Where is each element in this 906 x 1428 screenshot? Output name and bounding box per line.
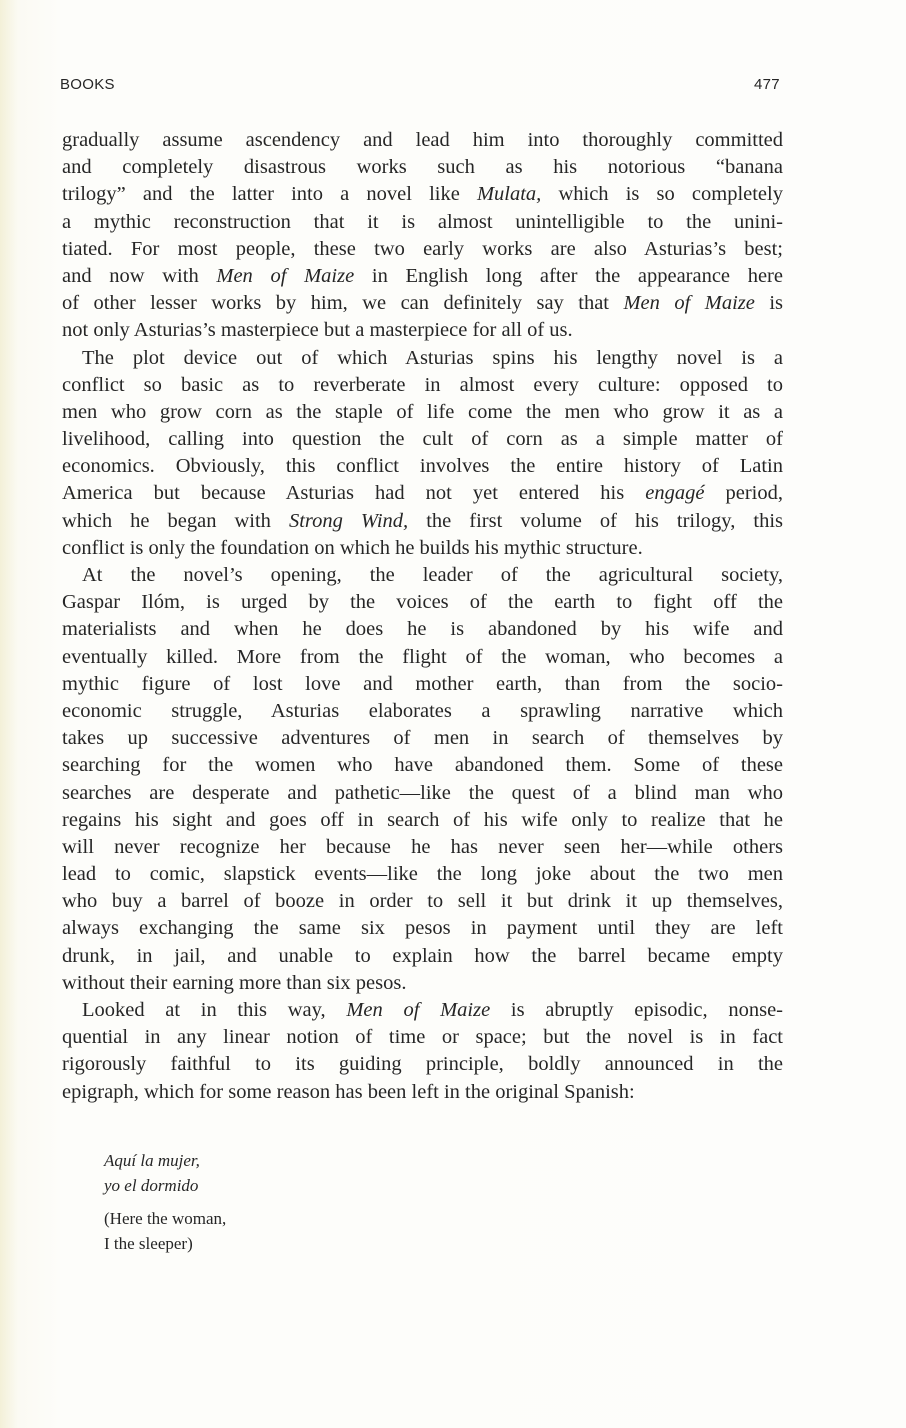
paragraph xyxy=(62,345,783,563)
text-line xyxy=(62,127,783,154)
text-run: America but because Asturias had not yet entered his xyxy=(62,482,646,505)
text-run: epigraph, which for some reason has been left in the original Spanish: xyxy=(62,1080,635,1103)
epigraph-line: yo el dormido xyxy=(104,1175,199,1195)
paragraph xyxy=(62,562,783,997)
text-line xyxy=(62,399,783,426)
text-run: Gaspar Ilóm, is urged by the voices of the earth to fight off the xyxy=(62,591,783,614)
body-text xyxy=(62,127,783,1106)
text-run: regains his sight and goes off in search of his wife only to realize that he xyxy=(62,808,783,831)
text-run: men who grow corn as the staple of life come the men who grow it as a xyxy=(62,400,783,423)
text-run: rigorously faithful to its guiding principle, boldly announced in the xyxy=(62,1053,783,1076)
page-number: 477 xyxy=(754,76,780,93)
text-line xyxy=(62,508,783,535)
text-line xyxy=(62,997,783,1024)
paragraph xyxy=(62,127,783,345)
epigraph-spanish xyxy=(104,1149,226,1198)
text-run: period, xyxy=(704,482,784,505)
text-line xyxy=(62,290,783,317)
text-run: gradually assume ascendency and lead him into thoroughly committed xyxy=(62,129,783,151)
italic-title: Mulata, xyxy=(476,183,542,206)
paragraph xyxy=(62,997,783,1106)
text-line xyxy=(62,671,783,698)
text-line xyxy=(62,372,783,399)
running-header-section: BOOKS xyxy=(60,76,115,93)
text-run: searches are desperate and pathetic—like the quest of a blind man who xyxy=(62,781,783,804)
italic-title: Men of Maize xyxy=(346,999,491,1021)
text-run: is xyxy=(754,292,783,315)
text-line xyxy=(62,1024,783,1051)
text-line xyxy=(62,616,783,643)
text-run: drunk, in jail, and unable to explain how the barrel became empty xyxy=(62,944,783,967)
text-line xyxy=(62,888,783,915)
text-line xyxy=(62,943,783,970)
text-run: and now with xyxy=(62,264,217,287)
text-line xyxy=(62,915,783,942)
text-line xyxy=(62,209,783,236)
text-run: At the novel’s opening, the leader of the agricultural society, xyxy=(82,564,783,586)
text-run: mythic figure of lost love and mother earth, than from the socio- xyxy=(62,672,783,695)
text-line xyxy=(62,480,783,507)
text-line xyxy=(62,535,783,562)
translation-line: (Here the woman, xyxy=(104,1209,227,1228)
text-run: materialists and when he does he is abandoned by his wife and xyxy=(62,618,783,641)
epigraph-translation xyxy=(104,1207,226,1256)
text-line xyxy=(62,834,783,861)
text-run: of other lesser works by him, we can definitely say that xyxy=(62,292,624,315)
text-run: which he began with xyxy=(62,509,289,532)
text-line xyxy=(62,1051,783,1078)
text-line xyxy=(62,861,783,888)
text-run: will never recognize her because he has never seen her—while others xyxy=(62,835,783,858)
italic-title: Men of Maize xyxy=(623,292,755,315)
text-run: quential in any linear notion of time or space; but the novel is in fact xyxy=(62,1026,783,1049)
text-line xyxy=(62,725,783,752)
text-line xyxy=(62,752,783,779)
text-line xyxy=(62,453,783,480)
text-line xyxy=(62,698,783,725)
text-line xyxy=(62,589,783,616)
text-line xyxy=(62,807,783,834)
text-run: eventually killed. More from the flight of the woman, who becomes a xyxy=(62,645,783,668)
text-line xyxy=(62,345,783,372)
text-line xyxy=(62,317,783,344)
text-run: economic struggle, Asturias elaborates a sprawling narrative which xyxy=(62,699,783,722)
text-run: and completely disastrous works such as his notorious “banana xyxy=(62,156,783,179)
epigraph xyxy=(104,1149,226,1256)
text-line xyxy=(62,154,783,181)
text-line xyxy=(62,426,783,453)
text-run: The plot device out of which Asturias spins his lengthy novel is a xyxy=(82,346,783,369)
text-run: economics. Obviously, this conflict involves the entire history of Latin xyxy=(62,455,783,478)
text-run: tiated. For most people, these two early works are also Asturias’s best; xyxy=(62,237,783,260)
text-run: lead to comic, slapstick events—like the long joke about the two men xyxy=(62,863,783,886)
italic-title: Men of Maize xyxy=(216,264,355,287)
text-run: in English long after the appearance here xyxy=(354,264,783,287)
italic-title: engagé xyxy=(645,482,705,505)
text-run: trilogy” and the latter into a novel like xyxy=(62,183,477,206)
text-line xyxy=(62,780,783,807)
italic-title: Strong Wind, xyxy=(288,509,409,532)
text-run: not only Asturias’s masterpiece but a masterpiece for all of us. xyxy=(62,319,573,342)
text-run: the first volume of his trilogy, this xyxy=(408,509,783,532)
text-run: Looked at in this way, xyxy=(82,999,347,1021)
text-run: takes up successive adventures of men in search of themselves by xyxy=(62,727,783,750)
text-run: without their earning more than six pesos. xyxy=(62,971,407,994)
text-run: a mythic reconstruction that it is almost unintelligible to the unini- xyxy=(62,210,783,233)
text-line xyxy=(62,236,783,263)
text-run: who buy a barrel of booze in order to sell it but drink it up themselves, xyxy=(62,890,783,913)
text-run: searching for the women who have abandoned them. Some of these xyxy=(62,754,783,777)
text-run: livelihood, calling into question the cult of corn as a simple matter of xyxy=(62,428,783,451)
text-run: always exchanging the same six pesos in payment until they are left xyxy=(62,917,783,940)
text-line xyxy=(62,1079,783,1106)
text-run: conflict so basic as to reverberate in almost every culture: opposed to xyxy=(62,373,783,396)
text-line xyxy=(62,970,783,997)
text-run: is abruptly episodic, nonse- xyxy=(490,999,783,1021)
translation-line: I the sleeper) xyxy=(104,1233,193,1253)
text-run: conflict is only the foundation on which he builds his mythic structure. xyxy=(62,536,643,559)
text-line xyxy=(62,263,783,290)
text-line xyxy=(62,181,783,208)
text-line xyxy=(62,562,783,589)
epigraph-line: Aquí la mujer, xyxy=(104,1151,200,1170)
text-line xyxy=(62,644,783,671)
text-run: which is so completely xyxy=(541,183,783,206)
